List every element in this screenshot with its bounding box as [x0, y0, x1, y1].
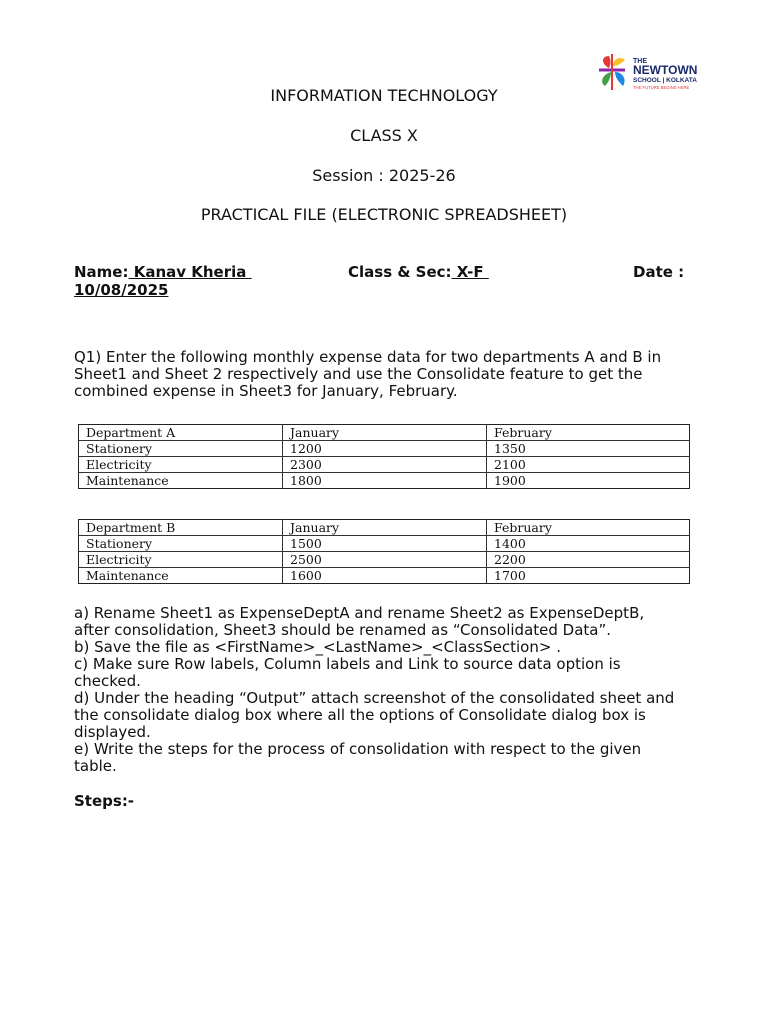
table-cell: 1200	[283, 441, 487, 457]
class-heading: CLASS X	[350, 126, 418, 145]
table-row	[79, 441, 690, 457]
table-cell: 2500	[283, 552, 487, 568]
steps-heading: Steps:-	[74, 792, 135, 810]
table-cell: 1900	[487, 473, 690, 489]
table-header-cell: Department A	[79, 425, 283, 441]
instruction-line: c) Make sure Row labels, Column labels and Link to source data option is	[74, 655, 621, 673]
table-cell: 2300	[283, 457, 487, 473]
table-cell: Maintenance	[79, 473, 283, 489]
svg-text:THE: THE	[633, 58, 647, 65]
name-label: Name:	[74, 263, 129, 281]
table-cell: 1700	[487, 568, 690, 584]
question-line: Q1) Enter the following monthly expense data for two departments A and B in	[74, 348, 662, 366]
instruction-line: the consolidate dialog box where all the options of Consolidate dialog box is	[74, 706, 646, 724]
table-cell: Electricity	[79, 457, 283, 473]
table-cell: 2200	[487, 552, 690, 568]
table-row	[79, 568, 690, 584]
subject-heading: INFORMATION TECHNOLOGY	[270, 86, 498, 105]
table-header-cell: January	[283, 425, 487, 441]
table-header-cell: February	[487, 520, 690, 536]
svg-text:SCHOOL | KOLKATA: SCHOOL | KOLKATA	[633, 77, 697, 84]
class-section-line	[348, 263, 489, 281]
department-b-table	[78, 519, 690, 584]
table-row	[79, 457, 690, 473]
instruction-line: displayed.	[74, 723, 151, 741]
table-header-cell: January	[283, 520, 487, 536]
table-cell: 2100	[487, 457, 690, 473]
instruction-line: d) Under the heading “Output” attach screenshot of the consolidated sheet and	[74, 689, 675, 707]
instructions-text	[74, 605, 704, 775]
table-header-cell: Department B	[79, 520, 283, 536]
class-label: Class & Sec:	[348, 263, 452, 281]
instruction-line: after consolidation, Sheet3 should be renamed as “Consolidated Data”.	[74, 621, 612, 639]
instruction-line: e) Write the steps for the process of consolidation with respect to the given	[74, 740, 642, 758]
question-line: combined expense in Sheet3 for January, February.	[74, 382, 458, 400]
table-row	[79, 536, 690, 552]
table-cell: Electricity	[79, 552, 283, 568]
table-cell: Stationery	[79, 536, 283, 552]
instruction-line: a) Rename Sheet1 as ExpenseDeptA and rename Sheet2 as ExpenseDeptB,	[74, 604, 645, 622]
date-value: 10/08/2025	[74, 281, 169, 299]
table-header-row	[79, 520, 690, 536]
table-header-cell: February	[487, 425, 690, 441]
table-cell: 1400	[487, 536, 690, 552]
question-text	[74, 349, 704, 400]
table-cell: 1500	[283, 536, 487, 552]
table-cell: 1350	[487, 441, 690, 457]
instruction-line: table.	[74, 757, 117, 775]
svg-text:NEWTOWN: NEWTOWN	[633, 63, 698, 77]
table-row	[79, 473, 690, 489]
table-cell: Stationery	[79, 441, 283, 457]
class-value: X-F	[451, 263, 489, 281]
department-a-table	[78, 424, 690, 489]
table-row	[79, 552, 690, 568]
instruction-line: checked.	[74, 672, 141, 690]
table-cell: 1600	[283, 568, 487, 584]
student-name-line	[74, 263, 252, 281]
svg-text:THE FUTURE BEGINS HERE: THE FUTURE BEGINS HERE	[633, 85, 690, 90]
session-heading: Session : 2025-26	[312, 166, 456, 185]
practical-file-heading: PRACTICAL FILE (ELECTRONIC SPREADSHEET)	[200, 205, 568, 224]
table-cell: Maintenance	[79, 568, 283, 584]
table-header-row	[79, 425, 690, 441]
question-line: Sheet1 and Sheet 2 respectively and use the Consolidate feature to get the	[74, 365, 643, 383]
name-value: Kanav Kheria	[128, 263, 252, 281]
date-label: Date :	[633, 263, 685, 281]
instruction-line: b) Save the file as <FirstName>_<LastName>_<ClassSection> .	[74, 638, 561, 656]
table-cell: 1800	[283, 473, 487, 489]
